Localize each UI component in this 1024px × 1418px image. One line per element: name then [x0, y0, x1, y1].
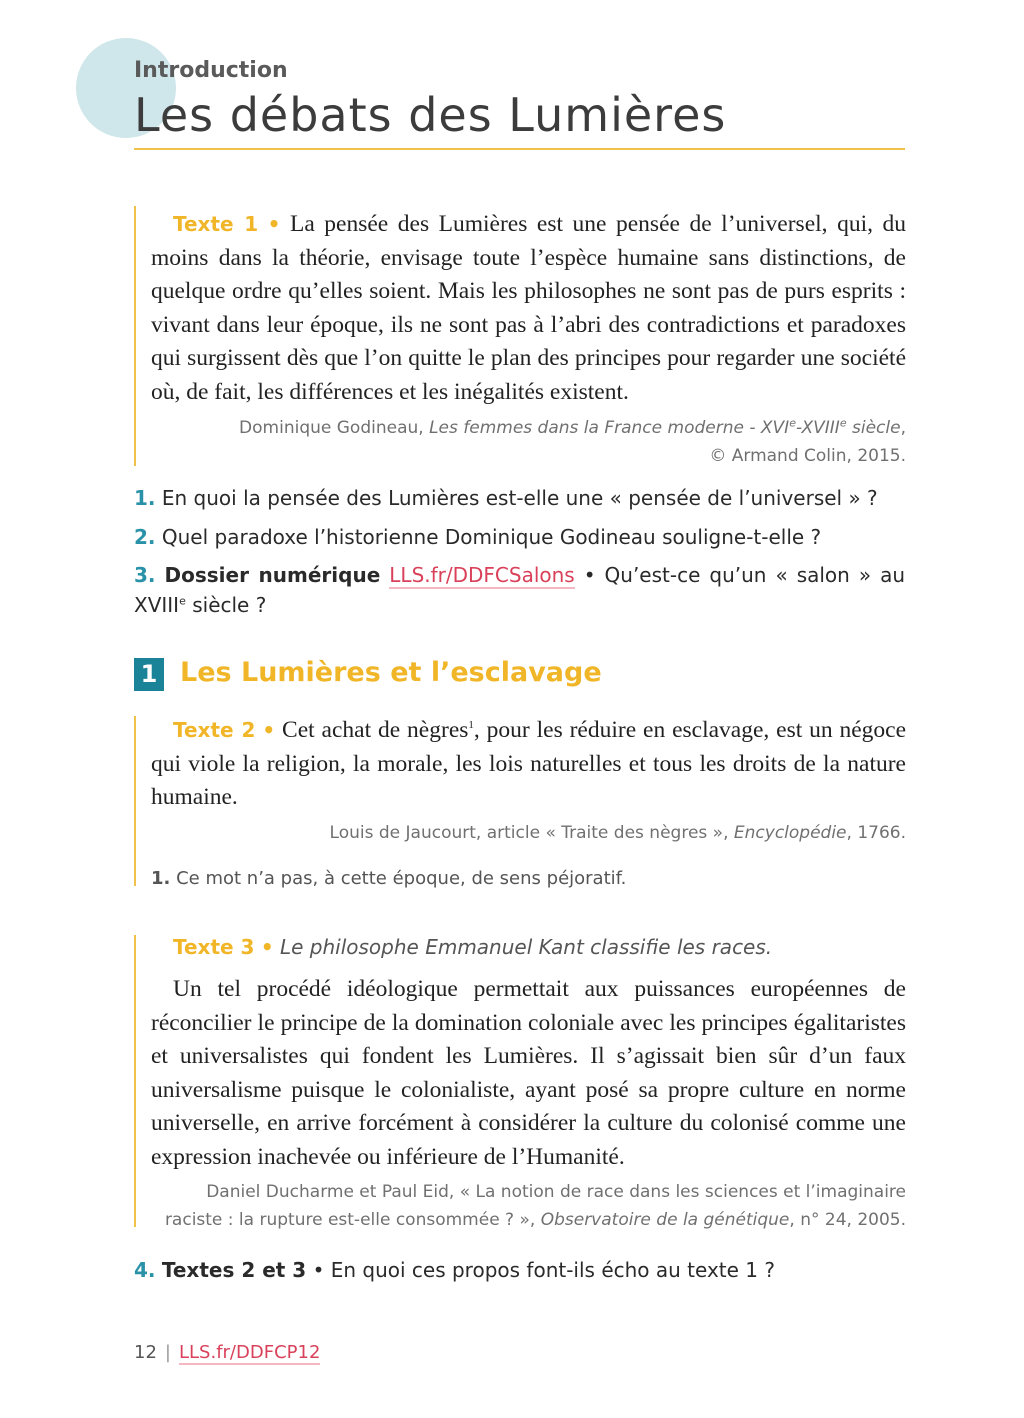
text1-quote: Texte 1 • La pensée des Lumières est une pensée de l’universel, qui, du moins dans la théorie, envisage toute l’espèce humaine sans distinctions, de quelque ordre qu’elles soient. Mais les philosophes ne sont pas de purs esprits : vivant dans leur époque, ils ne sont pas à l’abri des contradictions et paradoxes qui surgissent dès que l’on quitte le plan des principes pour regarder une société où, de fait, les différences et les inégalités existent.	[151, 211, 907, 405]
text2-margin-bar	[134, 716, 136, 886]
text1-body: La pensée des Lumières est une pensée de l’universel, qui, du moins dans la théorie, envisage toute l’espèce humaine sans distinctions, de quelque ordre qu’elles soient. Mais les philosophes ne sont pas de purs esprits : vivant dans leur époque, ils ne sont pas à l’abri des contradictions et paradoxes qui surgissent dès que l’on quitte le plan des principes pour regarder une société où, de fait, les différences et les inégalités existent.	[151, 211, 907, 405]
page-footer: 12 | LLS.fr/DDFCP12	[134, 1342, 321, 1363]
question-3: 3. Dossier numérique LLS.fr/DDFCSalons • Qu’est-ce qu’un « salon » au XVIIIe siècle ?	[134, 563, 905, 617]
section-number-badge: 1	[134, 658, 164, 691]
text3-quote	[151, 973, 906, 1174]
note-reference: 1	[468, 719, 474, 732]
section-title: Les Lumières et l’esclavage	[180, 657, 602, 688]
dossier-link[interactable]: LLS.fr/DDFCSalons	[389, 563, 575, 587]
text3-heading: Texte 3 • Le philosophe Emmanuel Kant classifie les races.	[173, 935, 773, 959]
text3-label: Texte 3	[173, 935, 255, 959]
text1-source: Dominique Godineau, Les femmes dans la France moderne - XVIe-XVIIIe siècle, © Armand Colin, 2015.	[239, 416, 906, 466]
footnote: 1. Ce mot n’a pas, à cette époque, de sens péjoratif.	[151, 868, 627, 889]
question-4: 4. Textes 2 et 3 • En quoi ces propos font-ils écho au texte 1 ?	[134, 1258, 776, 1282]
title-underline	[134, 148, 905, 150]
text2-quote: Texte 2 • Cet achat de nègres$^1$, pour les réduire en esclavage, est un négoce qui viole la religion, la morale, les lois naturelles et tous les droits de la nature humaine.	[151, 717, 907, 810]
text1-source-title: Les femmes dans la France moderne - XVIe-XVIIIe siècle	[429, 416, 901, 438]
question-3-label: Dossier numérique	[164, 563, 381, 587]
text1-label: Texte 1	[173, 212, 259, 236]
page-number: 12	[134, 1342, 157, 1363]
text3-source: Daniel Ducharme et Paul Eid, « La notion de race dans les sciences et l’imaginaire raciste : la rupture est-elle consommée ? », Observatoire de la génétique, n° 24, 2005.	[164, 1182, 906, 1230]
text1-publisher: © Armand Colin, 2015.	[709, 446, 906, 466]
page-title: Les débats des Lumières	[134, 88, 727, 142]
text3-body: Un tel procédé idéologique permettait aux puissances européennes de réconcilier le principe de la domination coloniale avec les principes égalitaristes et universalistes qui fondent les Lumières. Il s’agissait bien sûr d’un faux universalisme puisque le colonialiste, ayant posé sa propre culture en norme universelle, en arrive forcément à considérer la culture du colonisé comme une expression inachevée ou inférieure de l’Humanité.	[151, 976, 906, 1170]
chapter-kicker: Introduction	[134, 58, 288, 83]
text2-label: Texte 2	[173, 718, 256, 742]
footer-link[interactable]: LLS.fr/DDFCP12	[178, 1342, 321, 1363]
text2-source: Louis de Jaucourt, article « Traite des nègres », Encyclopédie, 1766.	[329, 823, 906, 843]
question-1: 1. En quoi la pensée des Lumières est-elle une « pensée de l’universel » ?	[134, 486, 878, 510]
text3-margin-bar	[134, 935, 136, 1227]
text1-margin-bar	[134, 206, 136, 466]
question-2: 2. Quel paradoxe l’historienne Dominique Godineau souligne-t-elle ?	[134, 525, 822, 549]
